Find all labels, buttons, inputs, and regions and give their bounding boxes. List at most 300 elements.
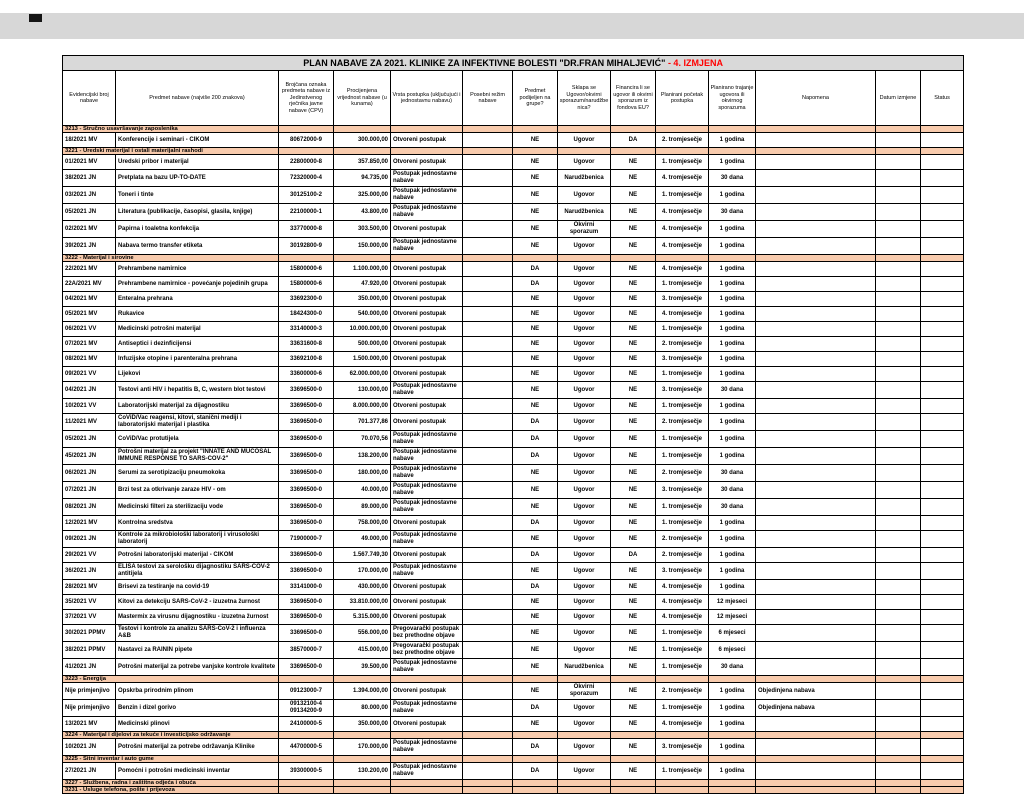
cell-rezim (463, 352, 513, 367)
title-main: PLAN NABAVE ZA 2021. KLINIKE ZA INFEKTIVNE BOLESTI "DR.FRAN MIHALJEVIĆ" (303, 58, 668, 68)
section-empty-cell (611, 756, 656, 763)
cell-grupe: NE (513, 307, 558, 322)
cell-rezim (463, 595, 513, 610)
cell-vrsta: Postupak jednostavne nabave (391, 170, 463, 187)
section-empty-cell (463, 780, 513, 787)
cell-predmet: Brzi test za otkrivanje zaraze HIV - om (116, 482, 279, 499)
cell-status (921, 431, 964, 448)
cell-vrsta: Otvoreni postupak (391, 307, 463, 322)
section-empty-cell (513, 148, 558, 155)
column-header-predmet: Predmet nabave (najviše 200 znakova) (116, 71, 279, 126)
cell-predmet: Medicinski potrošni materijal (116, 322, 279, 337)
section-empty-cell (921, 676, 964, 683)
section-empty-cell (391, 255, 463, 262)
cell-status (921, 610, 964, 625)
cell-datum (876, 238, 921, 255)
section-empty-cell (656, 732, 709, 739)
section-empty-cell (513, 732, 558, 739)
cell-id: 07/2021 MV (63, 337, 116, 352)
cell-rezim (463, 659, 513, 676)
cell-eu: NE (611, 155, 656, 170)
cell-cpv: 33696500-0 (279, 465, 334, 482)
cell-predmet: Serumi za serotipizaciju pneumokoka (116, 465, 279, 482)
cell-id: 22/2021 MV (63, 262, 116, 277)
cell-napomena (756, 277, 876, 292)
cell-cpv: 15800000-6 (279, 262, 334, 277)
cell-vrijednost: 350.000,00 (334, 292, 391, 307)
cell-eu: NE (611, 499, 656, 516)
cell-id: 22A/2021 MV (63, 277, 116, 292)
cell-vrijednost: 170.000,00 (334, 739, 391, 756)
cell-id: 36/2021 JN (63, 563, 116, 580)
cell-rezim (463, 448, 513, 465)
cell-napomena (756, 399, 876, 414)
cell-datum (876, 414, 921, 431)
cell-eu: NE (611, 516, 656, 531)
cell-napomena (756, 499, 876, 516)
cell-rezim (463, 414, 513, 431)
cell-vrsta: Otvoreni postupak (391, 548, 463, 563)
cell-rezim (463, 221, 513, 238)
cpv-code: 09132100-4 (289, 701, 323, 707)
cell-rezim (463, 204, 513, 221)
cell-status (921, 307, 964, 322)
section-row (63, 787, 964, 794)
section-label: 3224 - Materijal i dijelovi za tekuće i investicijsko održavanje (63, 732, 279, 739)
cell-vrijednost: 325.000,00 (334, 187, 391, 204)
cell-id: Nije primjenjivo (63, 683, 116, 700)
cell-rezim (463, 431, 513, 448)
cell-vrsta: Postupak jednostavne nabave (391, 238, 463, 255)
cell-napomena (756, 352, 876, 367)
cell-cpv: 33696500-0 (279, 548, 334, 563)
cell-pocetak: 2. tromjesečje (656, 133, 709, 148)
cell-cpv: 44700000-5 (279, 739, 334, 756)
cell-predmet: Potrošni materijal za projekt "INNATE AND MUCOSAL IMMUNE RESPONSE TO SARS-COV-2" (116, 448, 279, 465)
cell-grupe: NE (513, 170, 558, 187)
cell-pocetak: 2. tromjesečje (656, 465, 709, 482)
cell-vrijednost: 415.000,00 (334, 642, 391, 659)
cell-vrsta: Postupak jednostavne nabave (391, 431, 463, 448)
cell-datum (876, 155, 921, 170)
cell-rezim (463, 683, 513, 700)
cell-grupe: NE (513, 625, 558, 642)
cell-rezim (463, 262, 513, 277)
cell-predmet: Nastavci za RAININ pipete (116, 642, 279, 659)
section-empty-cell (391, 732, 463, 739)
cell-grupe: DA (513, 548, 558, 563)
cell-cpv: 24100000-5 (279, 717, 334, 732)
cell-id: 35/2021 VV (63, 595, 116, 610)
cell-id: 09/2021 JN (63, 531, 116, 548)
cell-grupe: NE (513, 465, 558, 482)
cell-rezim (463, 277, 513, 292)
section-empty-cell (756, 756, 876, 763)
cell-napomena (756, 262, 876, 277)
section-empty-cell (611, 787, 656, 794)
cell-rezim (463, 322, 513, 337)
cell-id: 06/2021 JN (63, 465, 116, 482)
cell-grupe: NE (513, 238, 558, 255)
cell-vrijednost: 39.500,00 (334, 659, 391, 676)
cell-sklapa: Ugovor (558, 642, 611, 659)
cell-napomena (756, 465, 876, 482)
section-empty-cell (279, 126, 334, 133)
cell-status (921, 499, 964, 516)
table-row (63, 700, 964, 717)
cell-eu: NE (611, 337, 656, 352)
cell-pocetak: 3. tromjesečje (656, 292, 709, 307)
cell-vrsta: Pregovarački postupak bez prethodne objave (391, 625, 463, 642)
cell-pocetak: 1. tromjesečje (656, 763, 709, 780)
column-header-vrsta: Vrsta postupka (uključujući i jednostavnu nabavu) (391, 71, 463, 126)
cell-status (921, 595, 964, 610)
section-empty-cell (513, 780, 558, 787)
cell-vrsta: Otvoreni postupak (391, 580, 463, 595)
cell-vrsta: Otvoreni postupak (391, 717, 463, 732)
cell-status (921, 155, 964, 170)
cell-napomena (756, 292, 876, 307)
cell-grupe: NE (513, 322, 558, 337)
cell-trajanje: 30 dana (709, 482, 756, 499)
cell-id: 18/2021 MV (63, 133, 116, 148)
cell-grupe: NE (513, 642, 558, 659)
cell-napomena (756, 642, 876, 659)
cell-sklapa: Ugovor (558, 262, 611, 277)
cell-status (921, 465, 964, 482)
cell-status (921, 187, 964, 204)
cell-vrijednost: 33.810.000,00 (334, 595, 391, 610)
cell-grupe: NE (513, 563, 558, 580)
cell-status (921, 170, 964, 187)
cell-predmet: Prehrambene namirnice (116, 262, 279, 277)
cell-id: 13/2021 MV (63, 717, 116, 732)
cell-status (921, 337, 964, 352)
cell-predmet: Benzin i dizel gorivo (116, 700, 279, 717)
section-empty-cell (513, 126, 558, 133)
cell-trajanje: 1 godina (709, 717, 756, 732)
cell-napomena (756, 322, 876, 337)
cell-vrsta: Postupak jednostavne nabave (391, 763, 463, 780)
table-row (63, 414, 964, 431)
section-empty-cell (279, 676, 334, 683)
cell-trajanje: 1 godina (709, 448, 756, 465)
cell-pocetak: 4. tromjesečje (656, 170, 709, 187)
cell-cpv: 80672000-9 (279, 133, 334, 148)
cell-status (921, 642, 964, 659)
cell-cpv: 09123000-7 (279, 683, 334, 700)
cell-vrijednost: 70.070,56 (334, 431, 391, 448)
cell-datum (876, 531, 921, 548)
cell-status (921, 763, 964, 780)
cell-status (921, 548, 964, 563)
section-empty-cell (756, 255, 876, 262)
cell-id: 02/2021 MV (63, 221, 116, 238)
section-empty-cell (756, 732, 876, 739)
table-row (63, 307, 964, 322)
section-empty-cell (876, 780, 921, 787)
cell-napomena (756, 204, 876, 221)
cell-rezim (463, 499, 513, 516)
cell-grupe: DA (513, 414, 558, 431)
cell-predmet: Uredski pribor i materijal (116, 155, 279, 170)
cell-datum (876, 277, 921, 292)
cell-grupe: NE (513, 659, 558, 676)
cell-napomena (756, 763, 876, 780)
cell-cpv: 33696500-0 (279, 595, 334, 610)
column-header-datum: Datum izmjene (876, 71, 921, 126)
cell-datum (876, 659, 921, 676)
table-row (63, 516, 964, 531)
table-row (63, 431, 964, 448)
cell-trajanje: 1 godina (709, 187, 756, 204)
cell-rezim (463, 337, 513, 352)
cell-vrsta: Otvoreni postupak (391, 337, 463, 352)
cell-id: 06/2021 VV (63, 322, 116, 337)
cell-napomena (756, 133, 876, 148)
cell-datum (876, 563, 921, 580)
cell-rezim (463, 563, 513, 580)
cell-trajanje: 1 godina (709, 155, 756, 170)
cell-vrijednost: 1.100.000,00 (334, 262, 391, 277)
cell-napomena (756, 739, 876, 756)
section-label: 3221 - Uredski materijal i ostali materijalni rashodi (63, 148, 279, 155)
cell-napomena (756, 548, 876, 563)
cell-trajanje: 1 godina (709, 531, 756, 548)
cell-vrijednost: 47.920,00 (334, 277, 391, 292)
cell-predmet: Medicinski plinovi (116, 717, 279, 732)
cell-grupe: NE (513, 382, 558, 399)
cell-id: 05/2021 JN (63, 204, 116, 221)
cell-predmet: ELISA testovi za serološku dijagnostiku SARS-COV-2 antitijela (116, 563, 279, 580)
cell-sklapa: Ugovor (558, 307, 611, 322)
cell-vrsta: Postupak jednostavne nabave (391, 448, 463, 465)
cell-rezim (463, 548, 513, 563)
cell-grupe: NE (513, 531, 558, 548)
cell-id: 01/2021 MV (63, 155, 116, 170)
cell-rezim (463, 739, 513, 756)
table-row (63, 739, 964, 756)
cell-sklapa: Ugovor (558, 448, 611, 465)
cell-id: 08/2021 JN (63, 499, 116, 516)
cell-datum (876, 739, 921, 756)
section-empty-cell (656, 787, 709, 794)
cell-predmet: Laboratorijski materijal za dijagnostiku (116, 399, 279, 414)
cell-vrijednost: 80.000,00 (334, 700, 391, 717)
cell-sklapa: Ugovor (558, 238, 611, 255)
cell-datum (876, 482, 921, 499)
cell-status (921, 277, 964, 292)
cell-pocetak: 4. tromjesečje (656, 610, 709, 625)
cell-vrsta: Postupak jednostavne nabave (391, 499, 463, 516)
table-row (63, 352, 964, 367)
cell-status (921, 221, 964, 238)
cell-grupe: NE (513, 204, 558, 221)
section-empty-cell (279, 732, 334, 739)
section-empty-cell (558, 756, 611, 763)
cell-sklapa: Narudžbenica (558, 659, 611, 676)
section-empty-cell (334, 148, 391, 155)
cell-eu: DA (611, 548, 656, 563)
cell-vrijednost: 1.394.000,00 (334, 683, 391, 700)
cell-grupe: NE (513, 595, 558, 610)
cell-grupe: DA (513, 448, 558, 465)
section-empty-cell (921, 126, 964, 133)
cell-datum (876, 367, 921, 382)
section-empty-cell (756, 780, 876, 787)
cell-id: 03/2021 JN (63, 187, 116, 204)
cell-vrsta: Otvoreni postupak (391, 414, 463, 431)
cell-cpv: 39300000-5 (279, 763, 334, 780)
table-row (63, 580, 964, 595)
cell-datum (876, 610, 921, 625)
cell-cpv: 33696500-0 (279, 399, 334, 414)
cell-eu: NE (611, 717, 656, 732)
cell-vrijednost: 701.377,86 (334, 414, 391, 431)
cell-rezim (463, 187, 513, 204)
cell-datum (876, 431, 921, 448)
cell-trajanje: 1 godina (709, 700, 756, 717)
cell-eu: NE (611, 625, 656, 642)
cell-eu: NE (611, 763, 656, 780)
plan-table (62, 55, 964, 794)
cell-id: 39/2021 JN (63, 238, 116, 255)
cell-datum (876, 763, 921, 780)
cell-id: 09/2021 VV (63, 367, 116, 382)
cell-vrijednost: 43.800,00 (334, 204, 391, 221)
cell-grupe: NE (513, 610, 558, 625)
cell-sklapa: Ugovor (558, 595, 611, 610)
section-empty-cell (709, 255, 756, 262)
cell-trajanje: 1 godina (709, 322, 756, 337)
cell-cpv: 33692300-0 (279, 292, 334, 307)
cell-eu: NE (611, 382, 656, 399)
section-empty-cell (709, 787, 756, 794)
cell-predmet: Lijekovi (116, 367, 279, 382)
section-empty-cell (279, 148, 334, 155)
section-empty-cell (656, 780, 709, 787)
cell-eu: NE (611, 465, 656, 482)
cell-trajanje: 1 godina (709, 414, 756, 431)
cell-trajanje: 1 godina (709, 683, 756, 700)
section-empty-cell (391, 780, 463, 787)
cell-eu: NE (611, 580, 656, 595)
cell-status (921, 292, 964, 307)
cell-id: 38/2021 JN (63, 170, 116, 187)
cell-predmet: Antiseptici i dezinficijensi (116, 337, 279, 352)
cell-datum (876, 322, 921, 337)
cell-eu: NE (611, 221, 656, 238)
cell-vrijednost: 500.000,00 (334, 337, 391, 352)
cell-predmet: Literatura (publikacije, časopisi, glasila, knjige) (116, 204, 279, 221)
cell-sklapa: Ugovor (558, 367, 611, 382)
page-title (63, 56, 964, 71)
section-empty-cell (279, 787, 334, 794)
cell-trajanje: 1 godina (709, 580, 756, 595)
cell-napomena (756, 448, 876, 465)
section-empty-cell (463, 126, 513, 133)
table-row (63, 642, 964, 659)
cell-eu: NE (611, 531, 656, 548)
cell-grupe: NE (513, 133, 558, 148)
cell-pocetak: 1. tromjesečje (656, 155, 709, 170)
cell-vrijednost: 357.850,00 (334, 155, 391, 170)
section-empty-cell (611, 255, 656, 262)
cell-vrijednost: 130.200,00 (334, 763, 391, 780)
cell-datum (876, 717, 921, 732)
cell-rezim (463, 155, 513, 170)
cell-pocetak: 4. tromjesečje (656, 221, 709, 238)
cell-trajanje: 30 dana (709, 170, 756, 187)
cell-trajanje: 1 godina (709, 221, 756, 238)
cell-trajanje: 30 dana (709, 499, 756, 516)
cell-vrijednost: 758.000,00 (334, 516, 391, 531)
cell-id: 08/2021 MV (63, 352, 116, 367)
cell-vrsta: Otvoreni postupak (391, 292, 463, 307)
cell-predmet: Opskrba prirodnim plinom (116, 683, 279, 700)
section-empty-cell (334, 787, 391, 794)
cell-id: Nije primjenjivo (63, 700, 116, 717)
cell-sklapa: Ugovor (558, 610, 611, 625)
cell-status (921, 482, 964, 499)
cell-eu: NE (611, 322, 656, 337)
cell-rezim (463, 625, 513, 642)
cell-trajanje: 30 dana (709, 465, 756, 482)
cell-trajanje: 1 godina (709, 238, 756, 255)
cell-pocetak: 1. tromjesečje (656, 187, 709, 204)
section-row (63, 126, 964, 133)
cell-vrijednost: 8.000.000,00 (334, 399, 391, 414)
cell-predmet: Potrošni materijal za potrebe održavanja Klinike (116, 739, 279, 756)
cell-trajanje: 12 mjeseci (709, 610, 756, 625)
cell-rezim (463, 763, 513, 780)
cell-predmet: Nabava termo transfer etiketa (116, 238, 279, 255)
cell-predmet: Infuzijske otopine i parenteralna prehrana (116, 352, 279, 367)
table-row (63, 238, 964, 255)
cell-predmet: Kontrole za mikrobiološki laboratorij i virusološki laboratorij (116, 531, 279, 548)
cell-vrsta: Otvoreni postupak (391, 399, 463, 414)
cell-sklapa: Ugovor (558, 763, 611, 780)
column-header-napomena: Napomena (756, 71, 876, 126)
column-header-sklapa: Sklapa se Ugovor/okvirni sporazum/narudžbenica? (558, 71, 611, 126)
section-empty-cell (513, 756, 558, 763)
section-empty-cell (709, 756, 756, 763)
cell-predmet: Potrošni laboratorijski materijal - CIKOM (116, 548, 279, 563)
cell-eu: NE (611, 187, 656, 204)
cell-grupe: NE (513, 337, 558, 352)
cell-rezim (463, 700, 513, 717)
cell-status (921, 367, 964, 382)
cell-vrsta: Postupak jednostavne nabave (391, 700, 463, 717)
cell-rezim (463, 292, 513, 307)
cell-trajanje: 1 godina (709, 352, 756, 367)
section-empty-cell (876, 756, 921, 763)
cell-status (921, 414, 964, 431)
cell-vrsta: Postupak jednostavne nabave (391, 739, 463, 756)
table-row (63, 155, 964, 170)
cell-datum (876, 187, 921, 204)
cell-vrijednost: 1.567.749,30 (334, 548, 391, 563)
cell-napomena (756, 307, 876, 322)
cell-vrsta: Otvoreni postupak (391, 683, 463, 700)
cell-vrijednost: 540.000,00 (334, 307, 391, 322)
section-empty-cell (463, 676, 513, 683)
cell-cpv: 33696500-0 (279, 382, 334, 399)
cell-pocetak: 4. tromjesečje (656, 262, 709, 277)
cell-cpv: 33600000-6 (279, 367, 334, 382)
cell-vrsta: Otvoreni postupak (391, 277, 463, 292)
cell-vrijednost: 350.000,00 (334, 717, 391, 732)
